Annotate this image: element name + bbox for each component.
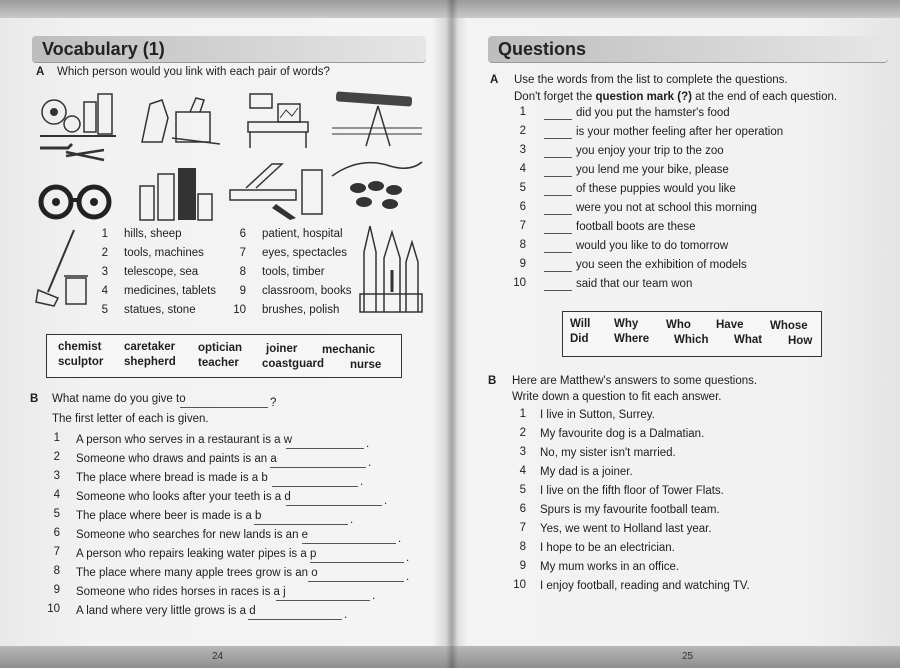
item-end: . <box>360 476 364 488</box>
answer-line[interactable] <box>544 157 572 158</box>
word-box-item: shepherd <box>124 356 176 368</box>
answer-line[interactable] <box>544 271 572 272</box>
answer-line[interactable] <box>310 562 404 563</box>
book-gutter <box>446 0 458 668</box>
item-text: you lend me your bike, please <box>576 164 729 176</box>
pair-words: hills, sheep <box>124 228 182 240</box>
answer-line[interactable] <box>544 290 572 291</box>
pair-number: 8 <box>239 266 246 278</box>
word-box-item: Did <box>570 333 589 345</box>
section-b-instruction: The first letter of each is given. <box>52 413 209 425</box>
page-title: Vocabulary (1) <box>42 39 165 59</box>
timber-saw-icon <box>226 160 326 222</box>
instruction-part: Don't forget the <box>514 91 596 103</box>
answer-line[interactable] <box>286 448 364 449</box>
pair-number: 3 <box>101 266 108 278</box>
item-number: 1 <box>519 106 526 118</box>
item-number: 10 <box>47 603 60 615</box>
answer-text: My favourite dog is a Dalmatian. <box>540 428 705 440</box>
instruction-part: at the end of each question. <box>691 91 838 103</box>
word-box-item: sculptor <box>58 356 104 368</box>
section-b-instruction: Write down a question to fit each answer. <box>512 391 722 403</box>
item-end: . <box>344 609 348 621</box>
word-box-item: chemist <box>58 341 102 353</box>
answer-line[interactable] <box>272 486 358 487</box>
item-text: Someone who searches for new lands is an e <box>76 529 309 541</box>
item-text: did you put the hamster's food <box>576 107 730 119</box>
item-text: said that our team won <box>576 278 693 290</box>
word-box-item: Where <box>614 333 650 345</box>
item-end: . <box>368 457 372 469</box>
item-text: The place where bread is made is a b <box>76 472 268 484</box>
item-end: . <box>406 571 410 583</box>
answer-line[interactable] <box>302 543 396 544</box>
page-title: Questions <box>498 39 587 59</box>
item-end: . <box>384 495 388 507</box>
item-number: 7 <box>53 546 60 558</box>
answer-text: I enjoy football, reading and watching TV. <box>540 580 750 592</box>
pair-words: medicines, tablets <box>124 285 217 297</box>
answer-text: Yes, we went to Holland last year. <box>540 523 712 535</box>
item-number: 2 <box>53 451 60 463</box>
section-a-instruction: Use the words from the list to complete the questions. <box>514 74 788 86</box>
answer-line[interactable] <box>248 619 342 620</box>
answer-text: No, my sister isn't married. <box>540 447 676 459</box>
section-b-instruction: What name do you give to <box>52 393 186 405</box>
item-text: Someone who looks after your teeth is a d <box>76 491 291 503</box>
pair-number: 2 <box>101 247 108 259</box>
item-number: 8 <box>519 541 526 553</box>
section-letter-a: A <box>36 66 45 78</box>
item-text: A person who serves in a restaurant is a w <box>76 434 293 446</box>
pair-words: eyes, spectacles <box>262 247 348 259</box>
item-text: were you not at school this morning <box>576 202 757 214</box>
item-number: 5 <box>519 484 526 496</box>
item-text: you seen the exhibition of models <box>576 259 747 271</box>
word-box-item: caretaker <box>124 341 176 353</box>
right-top-band <box>452 0 900 18</box>
section-b-instruction: Here are Matthew's answers to some questions. <box>512 375 758 387</box>
word-box-item: teacher <box>198 357 239 369</box>
answer-text: My mum works in an office. <box>540 561 680 573</box>
item-end: . <box>366 438 370 450</box>
word-box-item: Will <box>570 318 591 330</box>
right-page <box>452 0 900 668</box>
item-number: 4 <box>53 489 60 501</box>
item-number: 2 <box>519 125 526 137</box>
item-number: 5 <box>519 182 526 194</box>
wrench-pliers-icon <box>38 140 108 164</box>
item-text: The place where beer is made is a b <box>76 510 262 522</box>
sheep-hills-icon <box>330 154 424 214</box>
pair-words: classroom, books <box>262 285 352 297</box>
answer-line[interactable] <box>308 581 404 582</box>
item-number: 4 <box>519 465 526 477</box>
item-text: you enjoy your trip to the zoo <box>576 145 724 157</box>
item-text: of these puppies would you like <box>576 183 736 195</box>
telescope-icon <box>330 88 424 150</box>
item-text: Someone who draws and paints is an a <box>76 453 277 465</box>
word-box-item: optician <box>198 342 243 354</box>
word-box-item: Have <box>716 319 744 331</box>
item-end: . <box>350 514 354 526</box>
item-end: . <box>406 552 410 564</box>
answer-line[interactable] <box>544 252 572 253</box>
item-text: Someone who rides horses in races is a j <box>76 586 286 598</box>
question-mark: ? <box>270 397 277 409</box>
instruction-emphasis: question mark (?) <box>595 91 692 103</box>
item-text: The place where many apple trees grow is an o <box>76 567 318 579</box>
cathedral-icon <box>356 222 426 314</box>
answer-line[interactable] <box>544 233 572 234</box>
section-letter-a: A <box>490 74 499 86</box>
item-number: 10 <box>513 579 526 591</box>
answer-line[interactable] <box>286 505 382 506</box>
pair-number: 9 <box>239 285 246 297</box>
pair-words: telescope, sea <box>124 266 199 278</box>
answer-line[interactable] <box>544 119 572 120</box>
answer-line[interactable] <box>544 176 572 177</box>
item-end: . <box>372 590 376 602</box>
answer-line[interactable] <box>544 195 572 196</box>
word-box-item: Who <box>666 319 691 331</box>
left-top-band <box>0 0 452 18</box>
item-number: 2 <box>519 427 526 439</box>
section-a-instruction: Which person would you link with each pair of words? <box>57 66 330 78</box>
item-number: 1 <box>519 408 526 420</box>
sculpture-icon <box>132 94 222 148</box>
item-end: . <box>398 533 402 545</box>
item-number: 8 <box>519 239 526 251</box>
word-box-item: Why <box>614 318 639 330</box>
item-number: 7 <box>519 522 526 534</box>
item-number: 5 <box>53 508 60 520</box>
left-bottom-band <box>0 646 452 668</box>
item-text: A person who repairs leaking water pipes is a p <box>76 548 317 560</box>
item-number: 3 <box>519 446 526 458</box>
pair-number: 6 <box>239 228 246 240</box>
pair-number: 10 <box>233 304 246 316</box>
answer-text: I live on the fifth floor of Tower Flats. <box>540 485 724 497</box>
item-number: 10 <box>513 277 526 289</box>
word-box-item: How <box>788 335 813 347</box>
section-a-instruction-2 <box>514 91 837 103</box>
item-number: 4 <box>519 163 526 175</box>
word-box-item: Whose <box>770 320 808 332</box>
pair-number: 7 <box>239 247 246 259</box>
medicine-bottles-icon <box>136 164 216 224</box>
item-number: 9 <box>519 258 526 270</box>
machinery-gears-icon <box>38 88 118 144</box>
item-text: is your mother feeling after her operation <box>576 126 784 138</box>
answer-line[interactable] <box>544 214 572 215</box>
word-box-item: joiner <box>266 343 298 355</box>
section-letter-b: B <box>30 393 39 405</box>
pair-words: tools, timber <box>262 266 325 278</box>
item-number: 9 <box>53 584 60 596</box>
word-box-item: mechanic <box>322 344 376 356</box>
item-number: 7 <box>519 220 526 232</box>
answer-line[interactable] <box>544 138 572 139</box>
spectacles-icon <box>36 176 114 224</box>
pair-words: tools, machines <box>124 247 204 259</box>
answer-line[interactable] <box>276 600 370 601</box>
pair-words: statues, stone <box>124 304 196 316</box>
answer-line[interactable] <box>254 524 348 525</box>
item-number: 6 <box>53 527 60 539</box>
item-number: 9 <box>519 560 526 572</box>
pair-number: 5 <box>101 304 108 316</box>
item-number: 6 <box>519 201 526 213</box>
item-number: 6 <box>519 503 526 515</box>
item-number: 1 <box>53 432 60 444</box>
pair-words: brushes, polish <box>262 304 340 316</box>
item-number: 3 <box>53 470 60 482</box>
answer-line <box>180 407 268 408</box>
word-box-item: nurse <box>350 359 382 371</box>
item-text: would you like to do tomorrow <box>576 240 729 252</box>
answer-line[interactable] <box>270 467 366 468</box>
pair-number: 1 <box>101 228 108 240</box>
item-text: football boots are these <box>576 221 696 233</box>
pair-number: 4 <box>101 285 108 297</box>
page-number: 25 <box>682 651 694 662</box>
word-box-item: coastguard <box>262 358 324 370</box>
hospital-bed-icon <box>244 88 314 150</box>
answer-text: I live in Sutton, Surrey. <box>540 409 655 421</box>
answer-text: I hope to be an electrician. <box>540 542 675 554</box>
word-box-item: What <box>734 334 763 346</box>
answer-text: My dad is a joiner. <box>540 466 633 478</box>
right-bottom-band <box>452 646 900 668</box>
item-text: A land where very little grows is a d <box>76 605 256 617</box>
page-number: 24 <box>212 651 224 662</box>
pair-words: patient, hospital <box>262 228 343 240</box>
broom-bucket-icon <box>34 226 96 308</box>
item-number: 3 <box>519 144 526 156</box>
item-number: 8 <box>53 565 60 577</box>
section-letter-b: B <box>488 375 497 387</box>
answer-text: Spurs is my favourite football team. <box>540 504 720 516</box>
word-box-item: Which <box>674 334 709 346</box>
